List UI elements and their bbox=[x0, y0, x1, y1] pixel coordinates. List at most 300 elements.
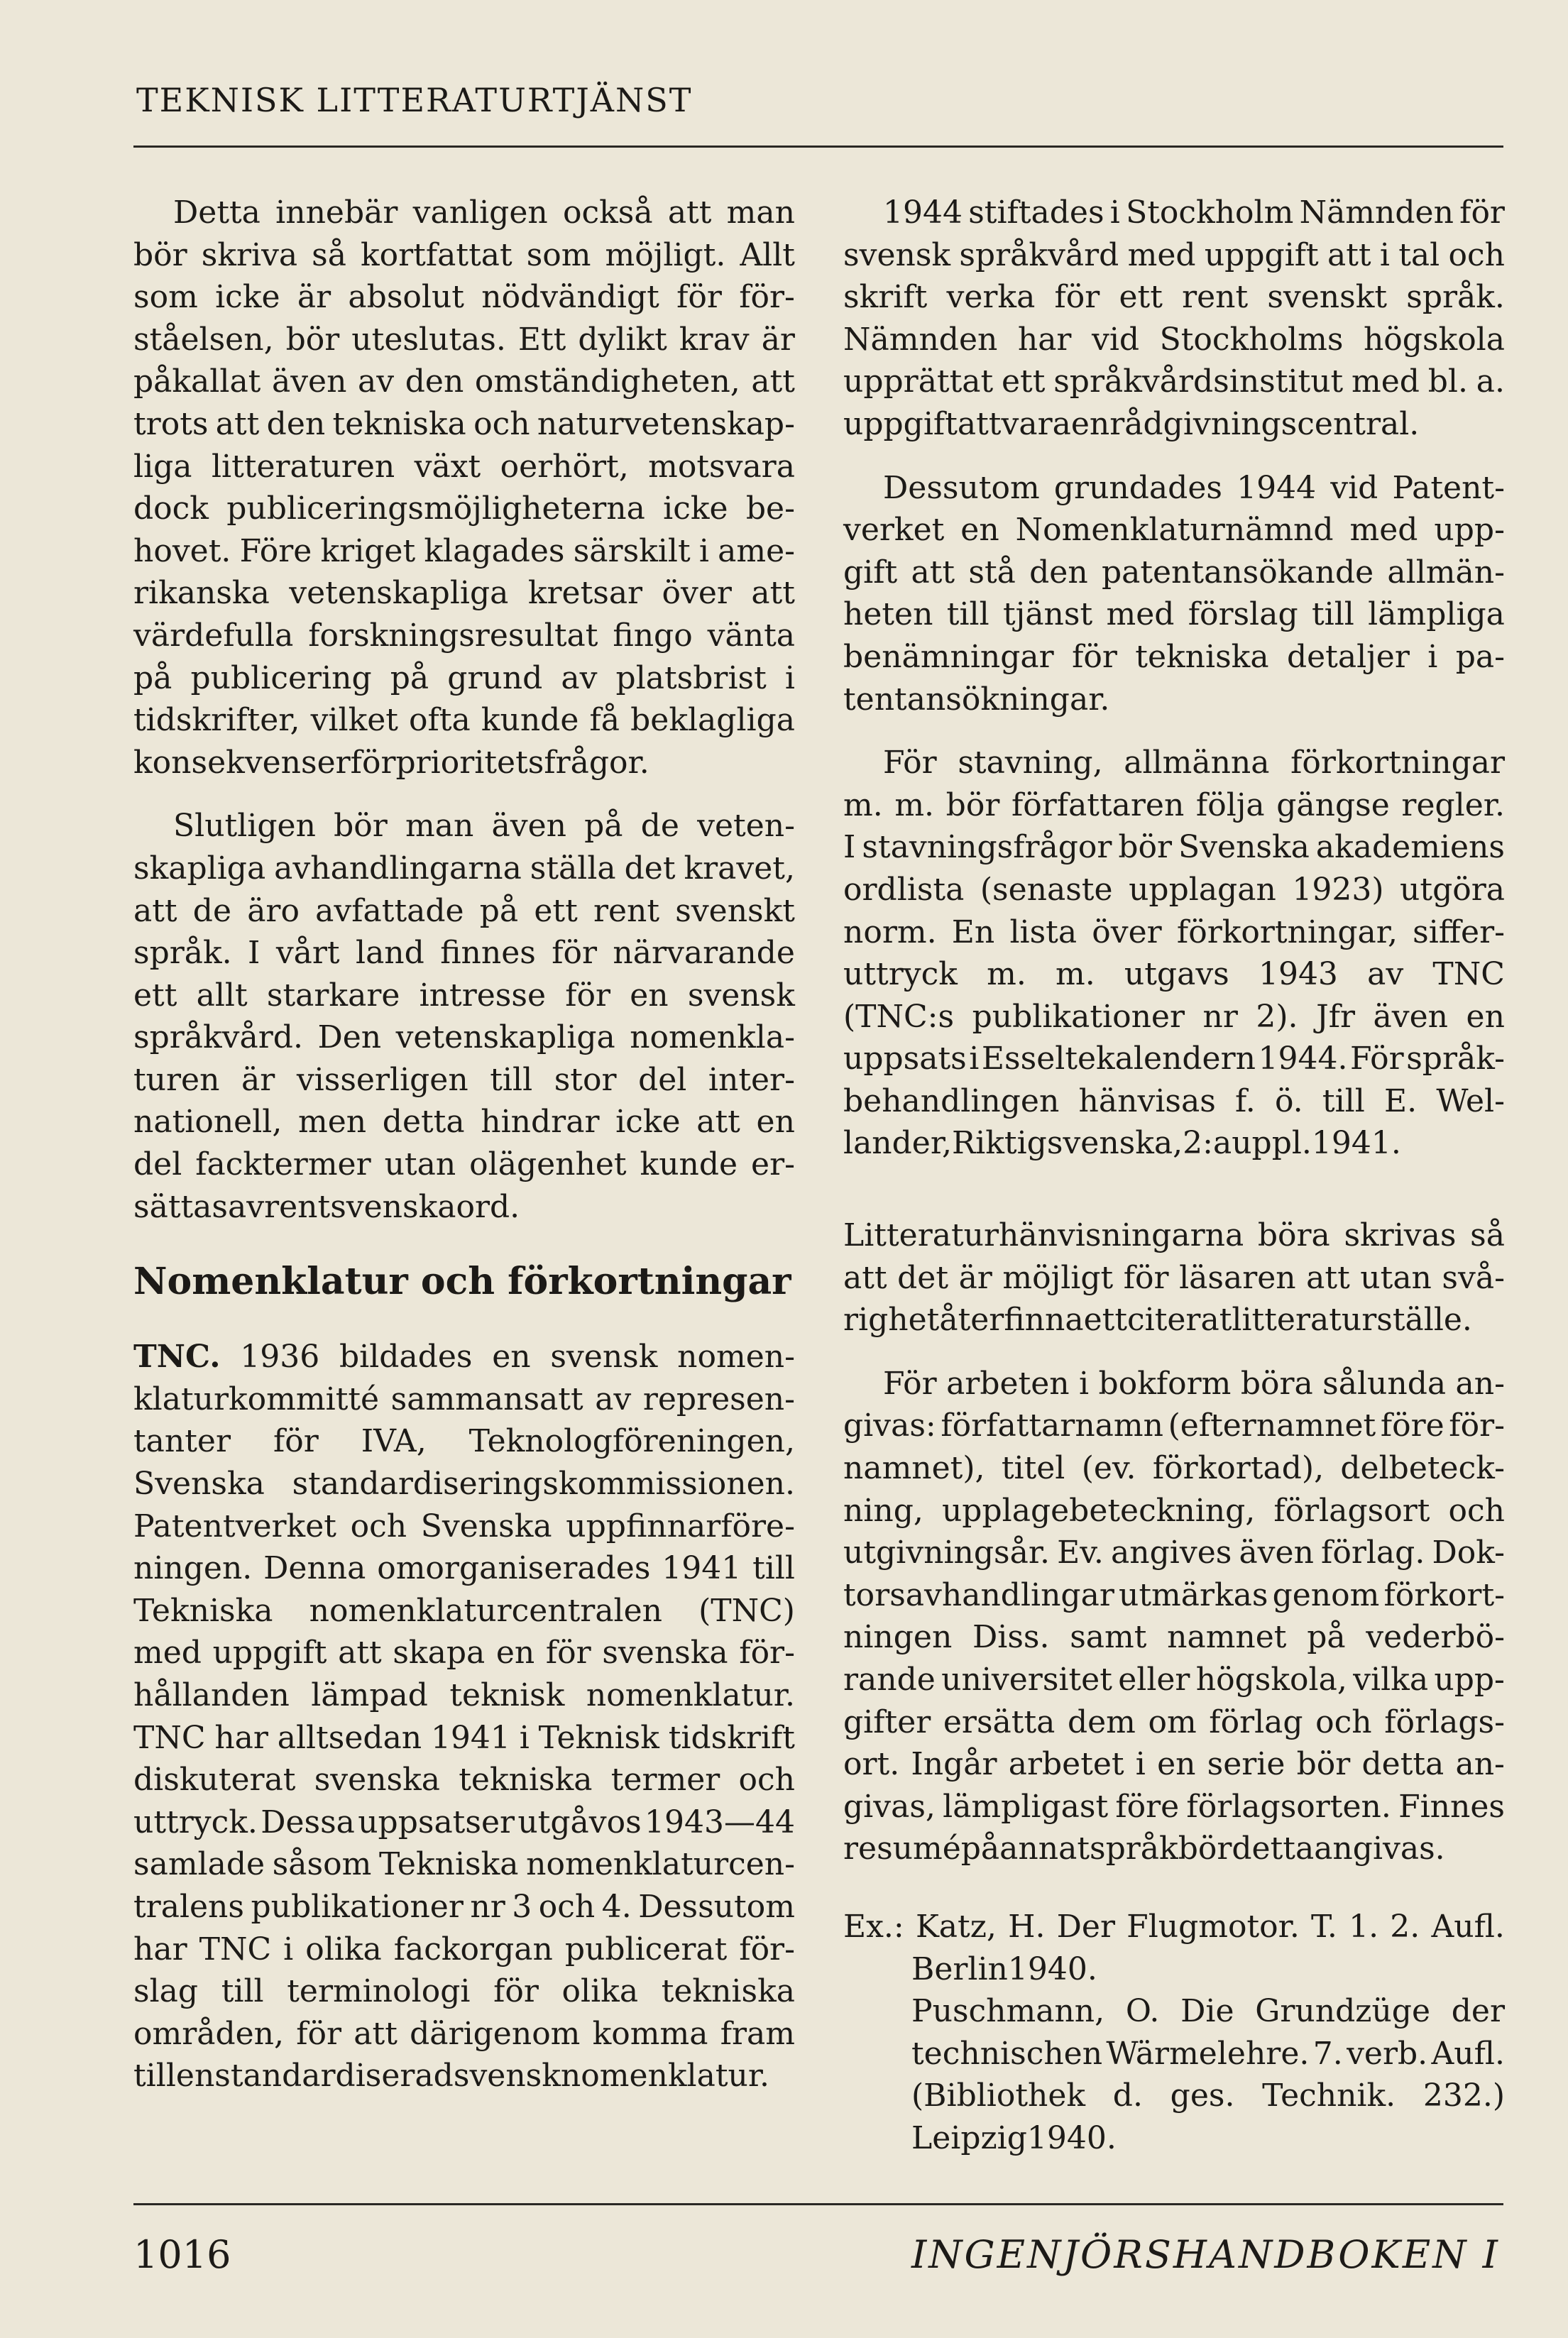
text-line bbox=[843, 1828, 1505, 1870]
word: den bbox=[1029, 554, 1088, 591]
word: förlags- bbox=[1384, 1703, 1505, 1740]
word: utmärkas bbox=[1118, 1576, 1268, 1613]
word: till bbox=[752, 1550, 795, 1587]
word: gift bbox=[843, 554, 898, 591]
word: därigenom bbox=[410, 2015, 581, 2052]
word: svensk bbox=[550, 1339, 658, 1376]
word: standardiseringskommissionen. bbox=[292, 1466, 795, 1503]
word: det bbox=[897, 1259, 949, 1296]
word: naturvetenskap- bbox=[537, 405, 795, 442]
word: rent bbox=[264, 1188, 331, 1225]
word: Diss. bbox=[972, 1619, 1050, 1656]
word: de bbox=[192, 892, 232, 929]
word: nomenklatur. bbox=[560, 2058, 770, 2095]
paragraph bbox=[843, 1363, 1505, 1870]
word: fram bbox=[720, 2015, 795, 2052]
word: stavningsfrågor bbox=[862, 829, 1112, 866]
word: vårt bbox=[275, 935, 340, 972]
word: skrivas bbox=[1344, 1217, 1457, 1254]
word: som bbox=[526, 236, 591, 273]
text-line bbox=[133, 975, 795, 1017]
word: till bbox=[946, 596, 989, 633]
word: skrift bbox=[843, 279, 928, 316]
word: Ingår bbox=[911, 1746, 997, 1783]
word: I bbox=[248, 935, 261, 972]
word: komma bbox=[592, 2015, 708, 2052]
word: även bbox=[491, 808, 566, 845]
word: Dessutom bbox=[638, 1888, 795, 1925]
word: publikationer bbox=[972, 998, 1185, 1035]
word: dem bbox=[1067, 1703, 1136, 1740]
text-line bbox=[843, 679, 1505, 721]
word: konsekvenser bbox=[133, 744, 351, 781]
word: är bbox=[761, 321, 795, 358]
word: 7. bbox=[1312, 2035, 1343, 2072]
word: nomenklaturcen- bbox=[526, 1846, 795, 1883]
word: olika bbox=[561, 1973, 639, 2010]
word: lander, bbox=[843, 1125, 953, 1162]
word: intresse bbox=[419, 977, 546, 1014]
word: hållanden bbox=[133, 1677, 290, 1713]
word: liga bbox=[133, 448, 192, 485]
word: förslag bbox=[1188, 596, 1298, 633]
word: f. bbox=[1235, 1082, 1256, 1119]
word: (senaste bbox=[980, 871, 1113, 908]
text-line bbox=[843, 403, 1505, 446]
word: närvarande bbox=[613, 935, 795, 972]
word: 1940. bbox=[1026, 2119, 1117, 2156]
word: man bbox=[405, 808, 474, 845]
word: med bbox=[1127, 236, 1196, 273]
word: detta bbox=[382, 1104, 465, 1141]
word: utgivningsår. bbox=[843, 1535, 1051, 1571]
word: och bbox=[1448, 236, 1505, 273]
word: rande bbox=[843, 1662, 936, 1698]
word: ett bbox=[133, 977, 177, 1014]
word: uppgift bbox=[1204, 236, 1319, 273]
word: nomenklatur. bbox=[586, 1677, 795, 1713]
word: H. bbox=[1008, 1908, 1046, 1945]
word: Litteraturhänvisningarna bbox=[843, 1217, 1244, 1254]
text-line bbox=[843, 1532, 1505, 1574]
text-line bbox=[843, 1122, 1505, 1165]
text-line bbox=[133, 572, 795, 615]
word: oerhört, bbox=[500, 448, 629, 485]
word: men bbox=[298, 1104, 367, 1141]
word: be- bbox=[745, 490, 795, 527]
word: få bbox=[589, 702, 620, 739]
word: absolut bbox=[348, 279, 464, 316]
word: Leipzig bbox=[911, 2119, 1027, 2156]
text-line bbox=[133, 1505, 795, 1548]
word: att bbox=[911, 554, 955, 591]
word: pa- bbox=[1455, 638, 1505, 675]
word: 2. bbox=[1390, 1908, 1420, 1945]
word: I bbox=[843, 829, 856, 866]
word: kortfattat bbox=[361, 236, 512, 273]
word: diskuterat bbox=[133, 1762, 296, 1799]
text-line bbox=[843, 2033, 1505, 2075]
word: nr bbox=[470, 1888, 505, 1925]
word: en bbox=[495, 1635, 535, 1672]
word: upp- bbox=[1434, 512, 1505, 549]
text-line bbox=[133, 1143, 795, 1186]
word: bör bbox=[1118, 829, 1173, 866]
text-line bbox=[133, 657, 795, 700]
word: tekniska bbox=[1135, 638, 1269, 675]
word: vetenskapliga bbox=[395, 1019, 615, 1056]
text-line bbox=[843, 826, 1505, 869]
word: nomen- bbox=[677, 1339, 795, 1376]
text-line bbox=[843, 742, 1505, 784]
text-line bbox=[843, 911, 1505, 954]
word: standardiserad bbox=[214, 2058, 454, 2095]
word: kretsar bbox=[527, 575, 643, 612]
word: torsavhandlingar bbox=[843, 1576, 1114, 1613]
text-line bbox=[843, 1701, 1505, 1744]
word: krav bbox=[679, 321, 750, 358]
word: som bbox=[133, 279, 198, 316]
word: heten bbox=[843, 596, 933, 633]
paragraph-gap bbox=[843, 1870, 1505, 1906]
text-line bbox=[843, 953, 1505, 996]
word: vilket bbox=[310, 702, 398, 739]
word: svenskt bbox=[675, 892, 795, 929]
word: litteraturställe. bbox=[1232, 1302, 1472, 1339]
word: Die bbox=[1180, 1993, 1234, 2030]
word: tidskrifter, bbox=[133, 702, 300, 739]
word: finnes bbox=[440, 935, 536, 972]
run-in-label: TNC. bbox=[133, 1339, 221, 1376]
text-line bbox=[133, 699, 795, 742]
word: Ev. bbox=[1057, 1535, 1104, 1571]
word: områden, bbox=[133, 2015, 285, 2052]
paragraph-gap bbox=[133, 784, 795, 805]
word: givas, bbox=[843, 1788, 936, 1825]
text-line bbox=[843, 509, 1505, 551]
word: i bbox=[1109, 194, 1120, 231]
word: att bbox=[215, 405, 260, 442]
word: Teknologföreningen, bbox=[468, 1423, 795, 1460]
word: klaturkommitté bbox=[133, 1381, 380, 1417]
word: Teknisk bbox=[538, 1719, 659, 1756]
word: språk- bbox=[1406, 1041, 1505, 1077]
word: författaren bbox=[1011, 786, 1185, 823]
text-line bbox=[133, 1970, 795, 2013]
word: ett bbox=[534, 892, 578, 929]
word: av bbox=[595, 1381, 632, 1417]
text-line bbox=[133, 530, 795, 573]
text-line bbox=[133, 1843, 795, 1886]
word: att bbox=[696, 1104, 740, 1141]
word: an- bbox=[1455, 1746, 1505, 1783]
word: (TNC:s bbox=[843, 998, 955, 1035]
text-line bbox=[133, 1059, 795, 1102]
word: 1943—44 bbox=[644, 1804, 795, 1840]
text-line bbox=[843, 1990, 1505, 2033]
word: starkare bbox=[266, 977, 400, 1014]
word: för bbox=[296, 2015, 342, 2052]
text-line bbox=[133, 2055, 795, 2097]
text-line bbox=[843, 1616, 1505, 1659]
word: kriget bbox=[320, 532, 416, 569]
word: språkvårdsinstitut bbox=[1053, 363, 1344, 400]
word: ett bbox=[1002, 363, 1046, 400]
word: akademiens bbox=[1315, 829, 1505, 866]
word: nomenkla- bbox=[630, 1019, 795, 1056]
word: svenska, bbox=[1046, 1125, 1183, 1162]
word: det bbox=[624, 850, 676, 887]
word: uppgift bbox=[212, 1635, 327, 1672]
word: er- bbox=[751, 1146, 795, 1183]
paragraph-gap bbox=[843, 1341, 1505, 1363]
word: en bbox=[756, 1104, 795, 1141]
word: Jfr bbox=[1316, 998, 1356, 1035]
word: del bbox=[133, 1146, 182, 1183]
word: på bbox=[960, 1831, 1000, 1867]
word: fackorgan bbox=[393, 1931, 553, 1967]
word: att bbox=[1327, 236, 1371, 273]
text-line bbox=[843, 1038, 1505, 1080]
page-number: 1016 bbox=[133, 2232, 231, 2277]
paragraph-gap bbox=[843, 446, 1505, 467]
word: ordlista bbox=[843, 871, 965, 908]
text-line bbox=[843, 636, 1505, 679]
text-line bbox=[843, 276, 1505, 319]
word: delbeteck- bbox=[1340, 1450, 1505, 1487]
word: TNC bbox=[133, 1719, 206, 1756]
word: 1943 bbox=[1258, 956, 1338, 993]
word: förkortningar bbox=[1290, 745, 1505, 781]
text-line bbox=[843, 1490, 1505, 1532]
word: Svenska bbox=[133, 1466, 265, 1503]
text-line bbox=[843, 192, 1505, 234]
word: vara bbox=[1001, 405, 1071, 442]
word: följa bbox=[1195, 786, 1265, 823]
text-line bbox=[133, 1463, 795, 1505]
word: före bbox=[1115, 1788, 1180, 1825]
word: att bbox=[338, 1635, 382, 1672]
word: detta bbox=[1361, 1746, 1444, 1783]
word: Allt bbox=[740, 236, 795, 273]
word: uteslutas. bbox=[351, 321, 506, 358]
word: 1923) bbox=[1292, 871, 1384, 908]
word: att bbox=[667, 194, 712, 231]
word: hindrar bbox=[481, 1104, 600, 1141]
text-line bbox=[843, 2117, 1505, 2160]
text-line bbox=[843, 1257, 1505, 1300]
word: tal bbox=[1398, 236, 1440, 273]
word: 2:a bbox=[1183, 1125, 1232, 1162]
word: universitet bbox=[941, 1662, 1112, 1698]
text-line bbox=[133, 805, 795, 847]
text-line bbox=[843, 361, 1505, 403]
word: utgåvos bbox=[517, 1804, 642, 1840]
word: publicering bbox=[190, 659, 372, 696]
word: alltsedan bbox=[277, 1719, 422, 1756]
word: Patent- bbox=[1392, 469, 1505, 506]
word: 1944. bbox=[1258, 1041, 1348, 1077]
header-rule bbox=[133, 146, 1503, 148]
word: språk. bbox=[1406, 279, 1505, 316]
word: prioritetsfrågor. bbox=[395, 744, 649, 781]
word: bör bbox=[945, 786, 1000, 823]
word: över bbox=[1092, 913, 1162, 950]
text-line bbox=[843, 1906, 1505, 1948]
word: i bbox=[1379, 236, 1390, 273]
word: förkortad), bbox=[1152, 1450, 1325, 1487]
word: högskola, bbox=[1195, 1662, 1347, 1698]
word: siffer- bbox=[1413, 913, 1505, 950]
word: på bbox=[390, 659, 429, 696]
word: stiftades bbox=[968, 194, 1104, 231]
word: forskningsresultat bbox=[308, 617, 598, 654]
word: Aufl. bbox=[1431, 1908, 1505, 1945]
text-line bbox=[843, 319, 1505, 361]
word: bokform bbox=[1098, 1365, 1232, 1402]
heading-space bbox=[133, 1310, 795, 1336]
word: d. bbox=[1112, 2078, 1143, 2114]
word: uppsats bbox=[843, 1041, 967, 1077]
word: För bbox=[1350, 1041, 1404, 1077]
paragraph bbox=[133, 1336, 795, 2097]
word: möjligt. bbox=[605, 236, 726, 273]
word: beklagliga bbox=[630, 702, 795, 739]
word: tanter bbox=[133, 1423, 231, 1460]
word: Der bbox=[1056, 1908, 1115, 1945]
word: bör bbox=[334, 808, 388, 845]
word: har bbox=[214, 1719, 268, 1756]
word: växt bbox=[414, 448, 481, 485]
text-line bbox=[133, 192, 795, 234]
word: på bbox=[133, 659, 172, 696]
word: på bbox=[1307, 1619, 1346, 1656]
text-line bbox=[133, 276, 795, 319]
word: omorganiserades bbox=[377, 1550, 651, 1587]
word: kunde bbox=[640, 1146, 738, 1183]
text-line bbox=[843, 784, 1505, 827]
word: så bbox=[1470, 1217, 1505, 1254]
word: ningen bbox=[843, 1619, 953, 1656]
word: i bbox=[1427, 638, 1438, 675]
word: Nämnden bbox=[1299, 194, 1454, 231]
word: för bbox=[1054, 279, 1100, 316]
word: publiceringsmöjligheterna bbox=[226, 490, 645, 527]
word: språkvård. bbox=[133, 1019, 303, 1056]
word: icke bbox=[615, 1104, 681, 1141]
word: upp- bbox=[1434, 1662, 1505, 1698]
word: allmänna bbox=[1124, 745, 1270, 781]
word: TNC bbox=[199, 1931, 272, 1967]
word: en bbox=[630, 977, 669, 1014]
word: vetenskapliga bbox=[289, 575, 509, 612]
word: dock bbox=[133, 490, 209, 527]
word: 1940. bbox=[1007, 1950, 1097, 1987]
word: svenska bbox=[330, 1188, 456, 1225]
word: citerat bbox=[1127, 1302, 1232, 1339]
word: för bbox=[565, 977, 611, 1014]
text-line bbox=[133, 1759, 795, 1801]
word: an- bbox=[1455, 1365, 1505, 1402]
word: Stockholm bbox=[1126, 194, 1294, 231]
word: för- bbox=[739, 1931, 795, 1967]
word: ort. bbox=[843, 1746, 900, 1783]
word: detaljer bbox=[1286, 638, 1410, 675]
word: språk. bbox=[133, 935, 232, 972]
word: samlade bbox=[133, 1846, 265, 1883]
word: i bbox=[283, 1931, 294, 1967]
word: utgöra bbox=[1400, 871, 1505, 908]
word: (Bibliothek bbox=[911, 2078, 1086, 2114]
word: Ett bbox=[517, 321, 566, 358]
word: m. bbox=[1056, 956, 1095, 993]
word: O. bbox=[1125, 1993, 1160, 2030]
word: att bbox=[133, 892, 177, 929]
word: ett bbox=[1119, 279, 1163, 316]
word: motsvara bbox=[648, 448, 795, 485]
word: sättas bbox=[133, 1188, 228, 1225]
word: av bbox=[358, 363, 395, 400]
word: i bbox=[969, 1041, 980, 1077]
word: med bbox=[1352, 363, 1420, 400]
word: Tekniska bbox=[378, 1846, 519, 1883]
word: norm. bbox=[843, 913, 937, 950]
word: Tekniska bbox=[133, 1592, 273, 1629]
text-line bbox=[133, 742, 795, 784]
text-line bbox=[843, 1948, 1505, 1991]
word: turen bbox=[133, 1061, 220, 1098]
running-head: TEKNISK LITTERATURTJÄNST bbox=[136, 81, 693, 119]
word: för- bbox=[739, 279, 795, 316]
word: Esseltekalendern bbox=[981, 1041, 1256, 1077]
text-line bbox=[133, 1186, 795, 1229]
word: 1941 bbox=[662, 1550, 742, 1587]
text-line bbox=[843, 1363, 1505, 1405]
word: Grundzüge bbox=[1255, 1993, 1430, 2030]
word: bör bbox=[133, 236, 187, 273]
left-column bbox=[133, 192, 795, 2097]
text-line bbox=[843, 996, 1505, 1038]
word: ofta bbox=[409, 702, 471, 739]
word: ord. bbox=[456, 1188, 520, 1225]
word: för- bbox=[739, 1635, 795, 1672]
word: a. bbox=[1476, 363, 1505, 400]
text-line bbox=[133, 1547, 795, 1590]
word: stor bbox=[554, 1061, 617, 1098]
text-line bbox=[133, 1420, 795, 1463]
word: benämningar bbox=[843, 638, 1054, 675]
word: trots bbox=[133, 405, 209, 442]
word: (efternamnet bbox=[1168, 1407, 1376, 1444]
word: Wärmelehre. bbox=[1106, 2035, 1310, 2072]
word: Technik. bbox=[1262, 2078, 1396, 2114]
word: svensk bbox=[843, 236, 951, 273]
word: sammansatt bbox=[390, 1381, 583, 1417]
text-line bbox=[843, 1743, 1505, 1786]
word: även bbox=[271, 363, 347, 400]
word: E. bbox=[1384, 1082, 1418, 1119]
word: den bbox=[266, 405, 326, 442]
word: för bbox=[552, 935, 598, 972]
text-line bbox=[133, 1378, 795, 1421]
text-line bbox=[843, 1447, 1505, 1490]
word: man bbox=[726, 194, 795, 231]
word: och bbox=[1448, 1492, 1505, 1529]
word: Riktig bbox=[952, 1125, 1047, 1162]
text-line bbox=[133, 403, 795, 446]
word: bildades bbox=[339, 1339, 473, 1376]
word: Flugmotor. bbox=[1126, 1908, 1300, 1945]
